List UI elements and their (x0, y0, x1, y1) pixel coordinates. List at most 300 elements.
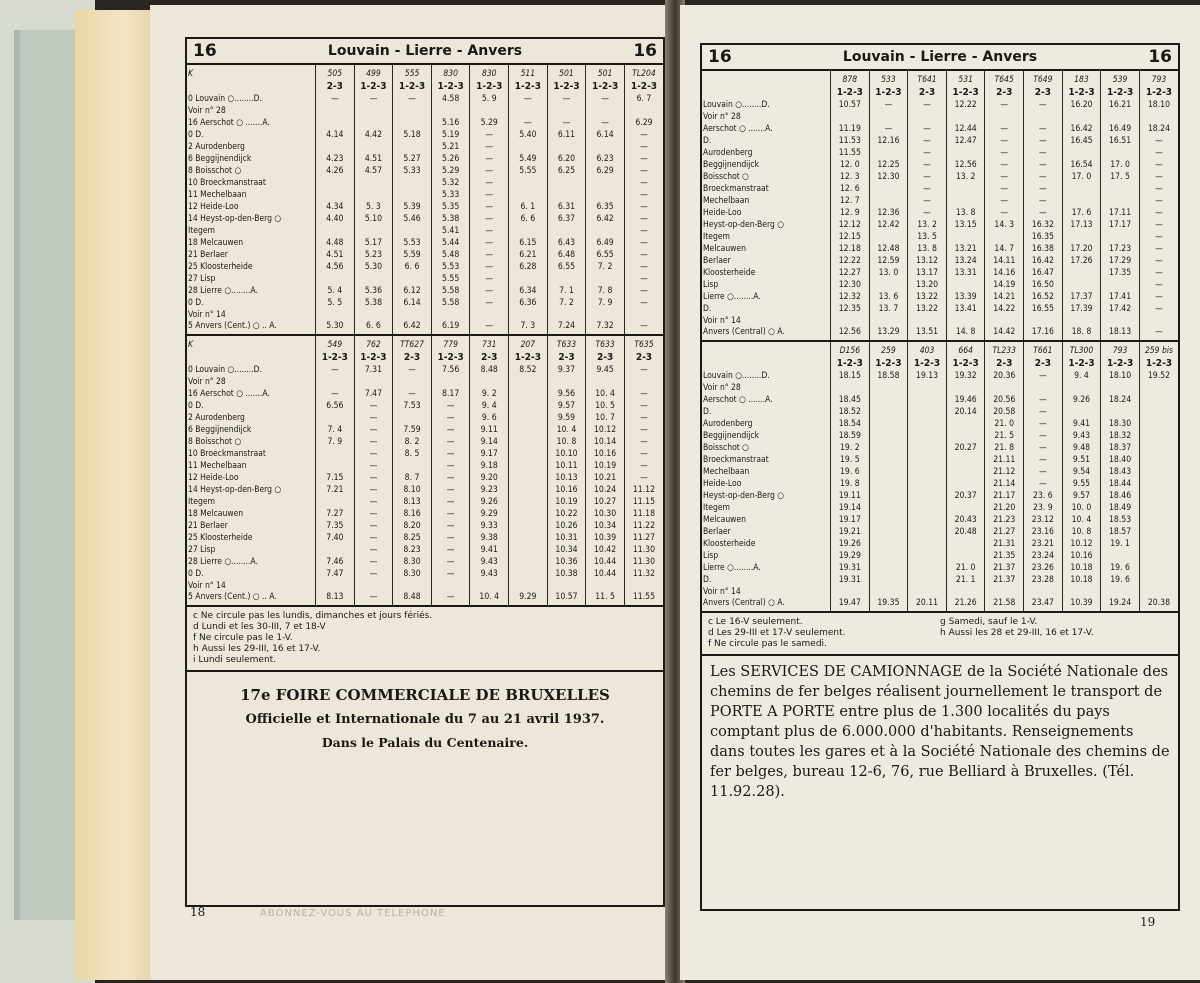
time-cell (946, 183, 985, 195)
time-cell: 23.47 (1024, 598, 1063, 612)
time-cell: — (393, 364, 432, 376)
time-cell: 5.59 (393, 249, 432, 261)
station-name: Heide-Loo (703, 207, 742, 218)
time-cell: — (908, 135, 947, 147)
time-cell: 11.15 (624, 496, 663, 508)
time-cell: 17.23 (1101, 243, 1140, 255)
time-cell: 10. 4 (586, 388, 625, 400)
time-cell: — (431, 436, 470, 448)
time-cell: — (1024, 183, 1063, 195)
station-row (702, 123, 1178, 135)
time-cell: 11.18 (624, 508, 663, 520)
time-cell: 6. 6 (393, 261, 432, 273)
time-cell (586, 225, 625, 237)
time-cell (869, 514, 908, 526)
time-cell: — (908, 195, 947, 207)
time-cell: — (470, 225, 509, 237)
time-cell: — (470, 201, 509, 213)
time-cell: — (431, 424, 470, 436)
station-name: Voir n° 28 (188, 376, 226, 387)
train-class: 1-2-3 (586, 80, 625, 93)
time-cell (946, 502, 985, 514)
station-row (187, 532, 663, 544)
time-cell: — (431, 520, 470, 532)
time-cell (509, 388, 548, 400)
time-cell: 6.36 (509, 297, 548, 309)
station-row (187, 580, 663, 592)
time-cell: 9.23 (470, 484, 509, 496)
time-cell: 6.11 (547, 129, 586, 141)
time-cell: — (1024, 442, 1063, 454)
time-cell: — (624, 285, 663, 297)
time-cell (509, 568, 548, 580)
time-cell: 8.16 (393, 508, 432, 520)
station-row (187, 273, 663, 285)
time-cell (869, 382, 908, 394)
time-cell: — (547, 93, 586, 105)
time-cell (1024, 111, 1063, 123)
time-cell: — (1139, 291, 1178, 303)
time-cell (509, 273, 548, 285)
time-cell: 7. 9 (316, 436, 355, 448)
time-cell: 9. 2 (470, 388, 509, 400)
time-cell (1024, 315, 1063, 327)
time-cell: 21.26 (946, 598, 985, 612)
time-cell: 4.51 (316, 249, 355, 261)
train-class: 2-3 (586, 351, 625, 364)
station-row (702, 315, 1178, 327)
time-cell: 10.12 (586, 424, 625, 436)
time-cell: 17. 0 (1101, 159, 1140, 171)
time-cell (869, 430, 908, 442)
station-row (702, 111, 1178, 123)
station-row (702, 454, 1178, 466)
station-name: 28 Lierre ○........A. (188, 556, 258, 567)
time-cell: — (431, 460, 470, 472)
time-cell (624, 105, 663, 117)
time-cell: 19.46 (946, 394, 985, 406)
time-cell: 5.49 (509, 153, 548, 165)
time-cell: 10.27 (586, 496, 625, 508)
km-header: K (188, 340, 194, 350)
time-cell: 10.57 (831, 99, 870, 111)
time-cell (908, 466, 947, 478)
station-row (702, 195, 1178, 207)
time-cell: 6. 6 (509, 213, 548, 225)
time-cell (509, 189, 548, 201)
time-cell: — (624, 273, 663, 285)
time-cell: 23. 9 (1024, 502, 1063, 514)
time-cell: — (431, 544, 470, 556)
time-cell: 4.26 (316, 165, 355, 177)
station-row (702, 526, 1178, 538)
time-cell: — (354, 460, 393, 472)
time-cell (470, 376, 509, 388)
time-cell: 5.39 (393, 201, 432, 213)
station-name: 0 Louvain ○........D. (188, 364, 262, 375)
time-cell: 8. 7 (393, 472, 432, 484)
time-cell: — (1024, 478, 1063, 490)
time-cell: 18.37 (1101, 442, 1140, 454)
footnote (940, 639, 1172, 650)
time-cell: 10.16 (1062, 550, 1101, 562)
time-cell: 5.17 (354, 237, 393, 249)
time-cell: 23.21 (1024, 538, 1063, 550)
time-cell: — (1024, 418, 1063, 430)
station-name: Voir n° 14 (703, 586, 741, 597)
time-cell (547, 177, 586, 189)
time-cell: 12.27 (831, 267, 870, 279)
station-name: 2 Aurodenberg (188, 141, 245, 152)
time-cell: 12. 7 (831, 195, 870, 207)
time-cell (1139, 526, 1178, 538)
time-cell: — (869, 99, 908, 111)
time-cell: 10.18 (1062, 562, 1101, 574)
time-cell: 20.36 (985, 370, 1024, 382)
station-name: 18 Melcauwen (188, 508, 244, 519)
time-cell (470, 105, 509, 117)
time-cell: 20.48 (946, 526, 985, 538)
time-cell: — (354, 508, 393, 520)
time-cell: — (985, 99, 1024, 111)
station-name: D. (703, 303, 712, 314)
left-footnotes (187, 607, 663, 672)
time-cell: — (354, 532, 393, 544)
time-cell: 10.31 (547, 532, 586, 544)
station-name: 28 Lierre ○........A. (188, 285, 258, 296)
time-cell: — (985, 207, 1024, 219)
time-cell: 19.31 (831, 574, 870, 586)
time-cell: 17.17 (1101, 219, 1140, 231)
time-cell: 8.48 (393, 592, 432, 606)
time-cell: 8.48 (470, 364, 509, 376)
time-cell: — (354, 556, 393, 568)
train-number: 779 (431, 336, 470, 351)
time-cell (908, 550, 947, 562)
station-row (702, 514, 1178, 526)
time-cell: 17.20 (1062, 243, 1101, 255)
time-cell: 19.52 (1139, 370, 1178, 382)
time-cell: 7.46 (316, 556, 355, 568)
time-cell (1062, 111, 1101, 123)
time-cell: — (547, 117, 586, 129)
station-row (187, 448, 663, 460)
time-cell (316, 177, 355, 189)
time-cell: 5.53 (393, 237, 432, 249)
train-number: 555 (393, 65, 432, 80)
time-cell (316, 412, 355, 424)
time-cell (908, 502, 947, 514)
station-row (187, 189, 663, 201)
time-cell: 18.10 (1139, 99, 1178, 111)
time-cell (316, 189, 355, 201)
time-cell: — (1024, 171, 1063, 183)
station-row (187, 592, 663, 606)
time-cell (869, 490, 908, 502)
train-class: 1-2-3 (431, 351, 470, 364)
km-header (702, 342, 831, 357)
time-cell (316, 117, 355, 129)
time-cell (547, 309, 586, 321)
time-cell: — (1139, 267, 1178, 279)
station-name: 10 Broeckmanstraat (188, 448, 266, 459)
station-name: Itegem (703, 502, 730, 513)
station-name: Berlaer (703, 255, 731, 266)
time-cell: 7.53 (393, 400, 432, 412)
time-cell (946, 195, 985, 207)
time-cell: — (1139, 279, 1178, 291)
time-cell (354, 105, 393, 117)
station-row (187, 165, 663, 177)
time-cell: — (1139, 147, 1178, 159)
station-row (702, 442, 1178, 454)
time-cell: 17.42 (1101, 303, 1140, 315)
time-cell: 10.13 (547, 472, 586, 484)
time-cell (946, 466, 985, 478)
time-cell (354, 177, 393, 189)
time-cell: 21. 5 (985, 430, 1024, 442)
time-cell: — (624, 141, 663, 153)
time-cell (946, 111, 985, 123)
time-cell (393, 177, 432, 189)
time-cell: 6.23 (586, 153, 625, 165)
station-name: Mechelbaan (703, 195, 750, 206)
adjacent-book-panel (14, 30, 84, 920)
train-number: 505 (316, 65, 355, 80)
time-cell (1139, 586, 1178, 598)
time-cell (1101, 406, 1140, 418)
time-cell: 12.56 (831, 327, 870, 341)
time-cell (908, 562, 947, 574)
time-cell: 11.55 (831, 147, 870, 159)
footnote: f Ne circule pas le samedi. (708, 639, 827, 649)
time-cell: — (354, 568, 393, 580)
station-name: D. (703, 574, 712, 585)
time-cell: 4.42 (354, 129, 393, 141)
time-cell: — (1024, 466, 1063, 478)
train-number: TL204 (624, 65, 663, 80)
station-row (702, 267, 1178, 279)
time-cell (1139, 418, 1178, 430)
right-timetable-frame (700, 43, 1180, 911)
train-number: 549 (316, 336, 355, 351)
time-cell: 12.30 (869, 171, 908, 183)
time-cell: 7.15 (316, 472, 355, 484)
time-cell: — (624, 237, 663, 249)
time-cell: — (509, 117, 548, 129)
time-cell (985, 315, 1024, 327)
time-cell: 13.22 (908, 303, 947, 315)
train-number: T645 (985, 71, 1024, 86)
time-cell: 7.24 (547, 321, 586, 335)
station-name: 14 Heyst-op-den-Berg ○ (188, 213, 282, 224)
time-cell: — (1139, 327, 1178, 341)
time-cell: — (908, 99, 947, 111)
time-cell: 11.30 (624, 556, 663, 568)
station-name: Anvers (Central) ○ A. (702, 598, 831, 612)
time-cell: 5.30 (316, 321, 355, 335)
time-cell (1101, 147, 1140, 159)
time-cell (869, 418, 908, 430)
time-cell: — (1139, 219, 1178, 231)
time-cell: — (470, 285, 509, 297)
time-cell: 7.56 (431, 364, 470, 376)
train-number-row (187, 65, 663, 80)
time-cell: 10.44 (586, 568, 625, 580)
time-cell: — (354, 520, 393, 532)
time-cell: 19.26 (831, 538, 870, 550)
time-cell: 5.38 (354, 297, 393, 309)
time-cell (985, 382, 1024, 394)
time-cell: 5.58 (431, 297, 470, 309)
time-cell (509, 544, 548, 556)
train-number-row (187, 336, 663, 351)
train-number: 664 (946, 342, 985, 357)
train-number-row (702, 71, 1178, 86)
time-cell (393, 141, 432, 153)
time-cell: — (624, 436, 663, 448)
time-cell (1139, 454, 1178, 466)
train-class: 1-2-3 (1062, 86, 1101, 99)
time-cell: 12.36 (869, 207, 908, 219)
time-cell: — (470, 189, 509, 201)
time-cell: — (354, 400, 393, 412)
time-cell (908, 454, 947, 466)
station-name: Berlaer (703, 526, 731, 537)
time-cell: — (431, 496, 470, 508)
time-cell (316, 376, 355, 388)
left-page-number: 18 (190, 905, 206, 919)
time-cell: 21. 0 (946, 562, 985, 574)
station-name: 0 D. (188, 400, 204, 411)
station-row (702, 99, 1178, 111)
time-cell (908, 526, 947, 538)
footnote: h Aussi les 29-III, 16 et 17-V. (193, 644, 321, 654)
station-row (187, 424, 663, 436)
time-cell (316, 309, 355, 321)
train-number: 501 (586, 65, 625, 80)
time-cell (509, 400, 548, 412)
time-cell: — (354, 592, 393, 606)
time-cell (869, 406, 908, 418)
time-cell: 14. 3 (985, 219, 1024, 231)
time-cell (869, 394, 908, 406)
time-cell: — (470, 249, 509, 261)
time-cell: — (431, 448, 470, 460)
time-cell: 9.14 (470, 436, 509, 448)
time-cell: — (1024, 207, 1063, 219)
station-name: Boisschot ○ (703, 442, 749, 453)
station-name: Boisschot ○ (703, 171, 749, 182)
time-cell (1101, 231, 1140, 243)
time-cell: 12. 0 (831, 159, 870, 171)
time-cell (908, 538, 947, 550)
station-row (187, 484, 663, 496)
time-cell (1024, 586, 1063, 598)
time-cell: 13. 8 (908, 243, 947, 255)
time-cell: — (1139, 255, 1178, 267)
left-advertisement (187, 672, 663, 764)
time-cell: — (393, 93, 432, 105)
time-cell: 12.56 (946, 159, 985, 171)
time-cell: — (1139, 207, 1178, 219)
time-cell (1139, 538, 1178, 550)
time-cell: 8.13 (393, 496, 432, 508)
class-label (187, 351, 316, 364)
time-cell: 5.36 (354, 285, 393, 297)
time-cell: 19.32 (946, 370, 985, 382)
time-cell: — (1024, 406, 1063, 418)
time-cell (869, 442, 908, 454)
station-row (702, 562, 1178, 574)
time-cell: 19. 6 (831, 466, 870, 478)
time-cell: 12. 9 (831, 207, 870, 219)
time-cell: 6.20 (547, 153, 586, 165)
time-cell: 21.12 (985, 466, 1024, 478)
time-cell (908, 315, 947, 327)
station-name: 0 Louvain ○........D. (188, 93, 262, 104)
station-row (187, 568, 663, 580)
time-cell: 21.35 (985, 550, 1024, 562)
time-cell: 10.16 (547, 484, 586, 496)
time-cell: 19.31 (831, 562, 870, 574)
time-cell (316, 225, 355, 237)
station-row (187, 249, 663, 261)
class-row (187, 80, 663, 93)
time-cell: 12.35 (831, 303, 870, 315)
station-name: Lierre ○........A. (703, 291, 761, 302)
time-cell: 21.23 (985, 514, 1024, 526)
time-cell: — (624, 165, 663, 177)
time-cell: — (1139, 303, 1178, 315)
time-cell (1139, 466, 1178, 478)
station-name: Mechelbaan (703, 466, 750, 477)
time-cell: 13.29 (869, 327, 908, 341)
time-cell (831, 382, 870, 394)
time-cell: — (354, 544, 393, 556)
time-cell: — (1139, 195, 1178, 207)
time-cell: 8.23 (393, 544, 432, 556)
footnote: i Lundi seulement. (193, 655, 277, 665)
train-class: 1-2-3 (547, 80, 586, 93)
time-cell (1101, 315, 1140, 327)
time-cell: 7.47 (316, 568, 355, 580)
time-cell: 21.31 (985, 538, 1024, 550)
train-number: 259 bis (1139, 342, 1178, 357)
time-cell (509, 448, 548, 460)
time-cell: 8.13 (316, 592, 355, 606)
time-cell: 13.31 (946, 267, 985, 279)
time-cell: 16.42 (1062, 123, 1101, 135)
time-cell (547, 105, 586, 117)
station-name: Anvers (Central) ○ A. (702, 327, 831, 341)
time-cell: 11. 5 (586, 592, 625, 606)
time-cell (869, 147, 908, 159)
train-class: 1-2-3 (1139, 86, 1178, 99)
station-row (702, 490, 1178, 502)
station-row (702, 550, 1178, 562)
time-cell: 12.30 (831, 279, 870, 291)
time-cell (509, 496, 548, 508)
station-row (702, 231, 1178, 243)
train-class: 1-2-3 (354, 80, 393, 93)
time-cell: — (624, 460, 663, 472)
time-cell: 14.22 (985, 303, 1024, 315)
class-label (187, 80, 316, 93)
time-cell: 17. 6 (1062, 207, 1101, 219)
time-cell: 9.56 (547, 388, 586, 400)
train-number: 878 (831, 71, 870, 86)
